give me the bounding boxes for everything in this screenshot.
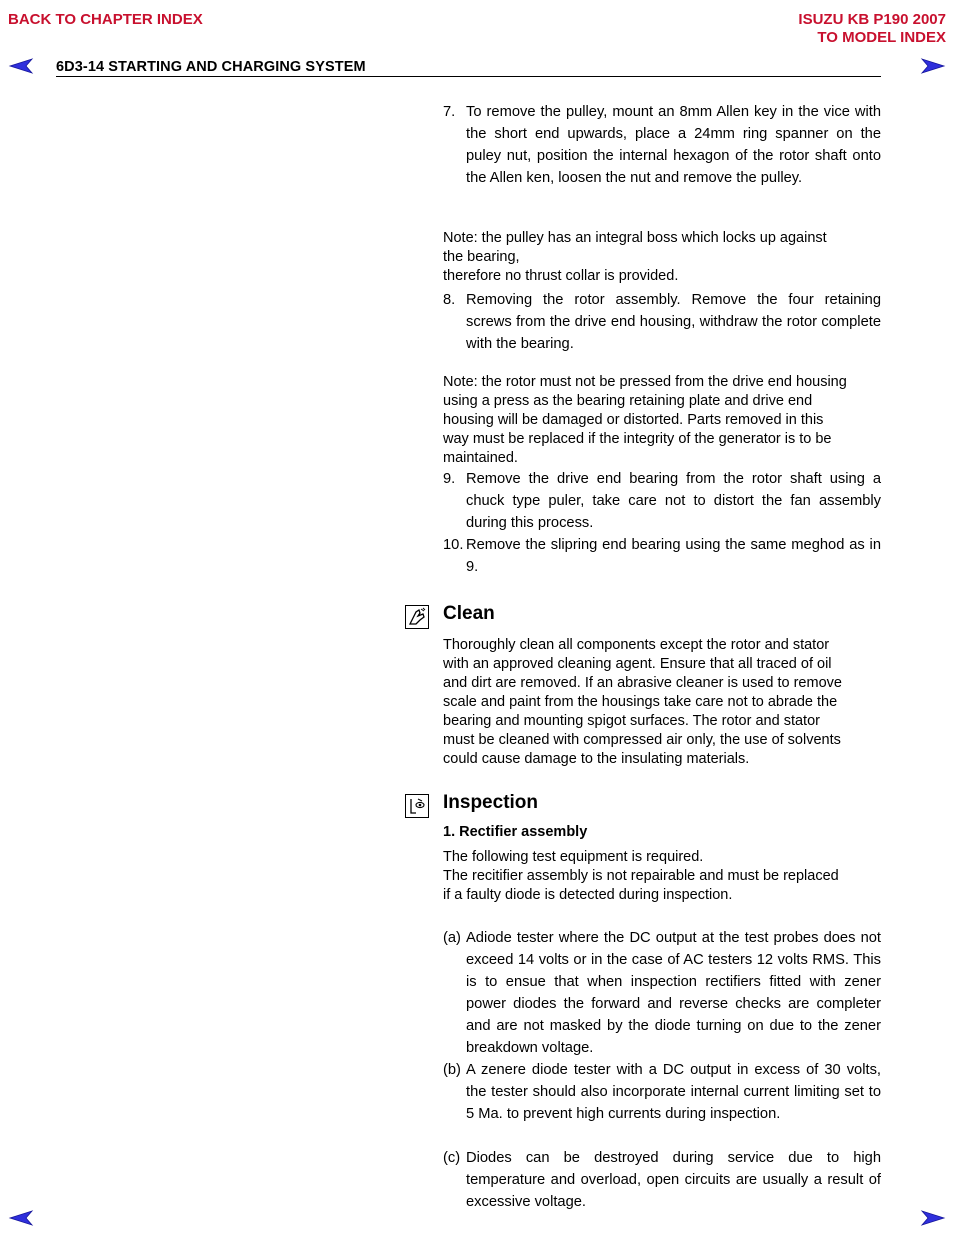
next-page-arrow-icon[interactable] xyxy=(920,58,946,74)
step-text: Remove the slipring end bearing using the same meghod as in 9. xyxy=(466,537,881,575)
inspection-item-b xyxy=(443,1059,881,1125)
inspection-intro xyxy=(443,848,881,905)
clean-line: could cause damage to the insulating materials. xyxy=(443,751,750,767)
next-page-arrow-bottom-icon[interactable] xyxy=(920,1210,946,1226)
inspection-eye-icon xyxy=(405,794,429,818)
note-rotor xyxy=(443,373,881,468)
note-line: housing will be damaged or distorted. Parts removed in this xyxy=(443,412,824,428)
model-name: ISUZU KB P190 2007 xyxy=(798,11,946,28)
step-text: Remove the drive end bearing from the rotor shaft using a chuck type puler, take care not to distort the fan assembly during this process. xyxy=(466,471,881,531)
note-line: Note: the pulley has an integral boss which locks up against xyxy=(443,230,827,246)
step-number: 10. xyxy=(443,537,464,553)
clean-heading: Clean xyxy=(443,603,495,624)
step-number: 8. xyxy=(443,292,456,308)
item-label: (b) xyxy=(443,1062,461,1078)
clean-line: Thoroughly clean all components except the rotor and stator xyxy=(443,637,830,653)
note-line: maintained. xyxy=(443,450,518,466)
previous-page-arrow-icon[interactable] xyxy=(8,58,34,74)
step-7 xyxy=(443,101,881,189)
step-text: To remove the pulley, mount an 8mm Allen key in the vice with the short end upwards, place a 24mm ring spanner on the puley nut, position the internal hexagon of the rotor shaft onto the Allen ken, loosen the nut and remove the pulley. xyxy=(466,104,881,186)
step-text: Removing the rotor assembly. Remove the four retaining screws from the drive end housing, withdraw the rotor complete with the bearing. xyxy=(466,292,881,352)
rectifier-subheading: 1. Rectifier assembly xyxy=(443,824,588,840)
inspection-heading: Inspection xyxy=(443,792,539,813)
clean-line: with an approved cleaning agent. Ensure that all traced of oil xyxy=(443,656,832,672)
previous-page-arrow-bottom-icon[interactable] xyxy=(8,1210,34,1226)
model-index-block xyxy=(798,11,946,47)
clean-line: bearing and mounting spigot surfaces. The rotor and stator xyxy=(443,713,820,729)
step-number: 7. xyxy=(443,104,456,120)
clean-line: must be cleaned with compressed air only, the use of solvents xyxy=(443,732,841,748)
inspection-item-c xyxy=(443,1147,881,1213)
to-model-index-link[interactable]: TO MODEL INDEX xyxy=(817,29,946,46)
intro-line: if a faulty diode is detected during inspection. xyxy=(443,887,733,903)
header-divider xyxy=(56,76,881,77)
page-header-title: 6D3-14 STARTING AND CHARGING SYSTEM xyxy=(56,59,366,75)
note-line: therefore no thrust collar is provided. xyxy=(443,268,679,284)
item-text: Diodes can be destroyed during service due to high temperature and overload, open circuits are usually a result of excessive voltage. xyxy=(466,1150,881,1210)
note-line: using a press as the bearing retaining plate and drive end xyxy=(443,393,813,409)
step-8 xyxy=(443,289,881,355)
step-10 xyxy=(443,534,881,578)
clean-line: scale and paint from the housings take care not to abrade the xyxy=(443,694,838,710)
intro-line: The following test equipment is required. xyxy=(443,849,704,865)
item-text: Adiode tester where the DC output at the test probes does not exceed 14 volts or in the case of AC testers 12 volts RMS. This is to ensue that when inspection rectifiers fitted with zener power diodes the forward and reverse checks are completer and are not masked by the diode turning on due to the zener breakdown voltage. xyxy=(466,930,881,1056)
intro-line: The recitifier assembly is not repairable and must be replaced xyxy=(443,868,839,884)
step-9 xyxy=(443,468,881,534)
note-line: way must be replaced if the integrity of the generator is to be xyxy=(443,431,832,447)
item-label: (c) xyxy=(443,1150,461,1166)
note-line: the bearing, xyxy=(443,249,520,265)
clean-paragraph xyxy=(443,636,881,769)
inspection-item-a xyxy=(443,927,881,1059)
note-line: Note: the rotor must not be pressed from the drive end housing xyxy=(443,374,847,390)
note-pulley xyxy=(443,229,881,286)
cleaning-hand-icon xyxy=(405,605,429,629)
back-to-chapter-index-link[interactable]: BACK TO CHAPTER INDEX xyxy=(8,11,203,28)
clean-line: and dirt are removed. If an abrasive cleaner is used to remove xyxy=(443,675,842,691)
step-number: 9. xyxy=(443,471,456,487)
item-label: (a) xyxy=(443,930,461,946)
item-text: A zenere diode tester with a DC output in excess of 30 volts, the tester should also incorporate internal current limiting set to 5 Ma. to prevent high currents during inspection. xyxy=(466,1062,881,1122)
